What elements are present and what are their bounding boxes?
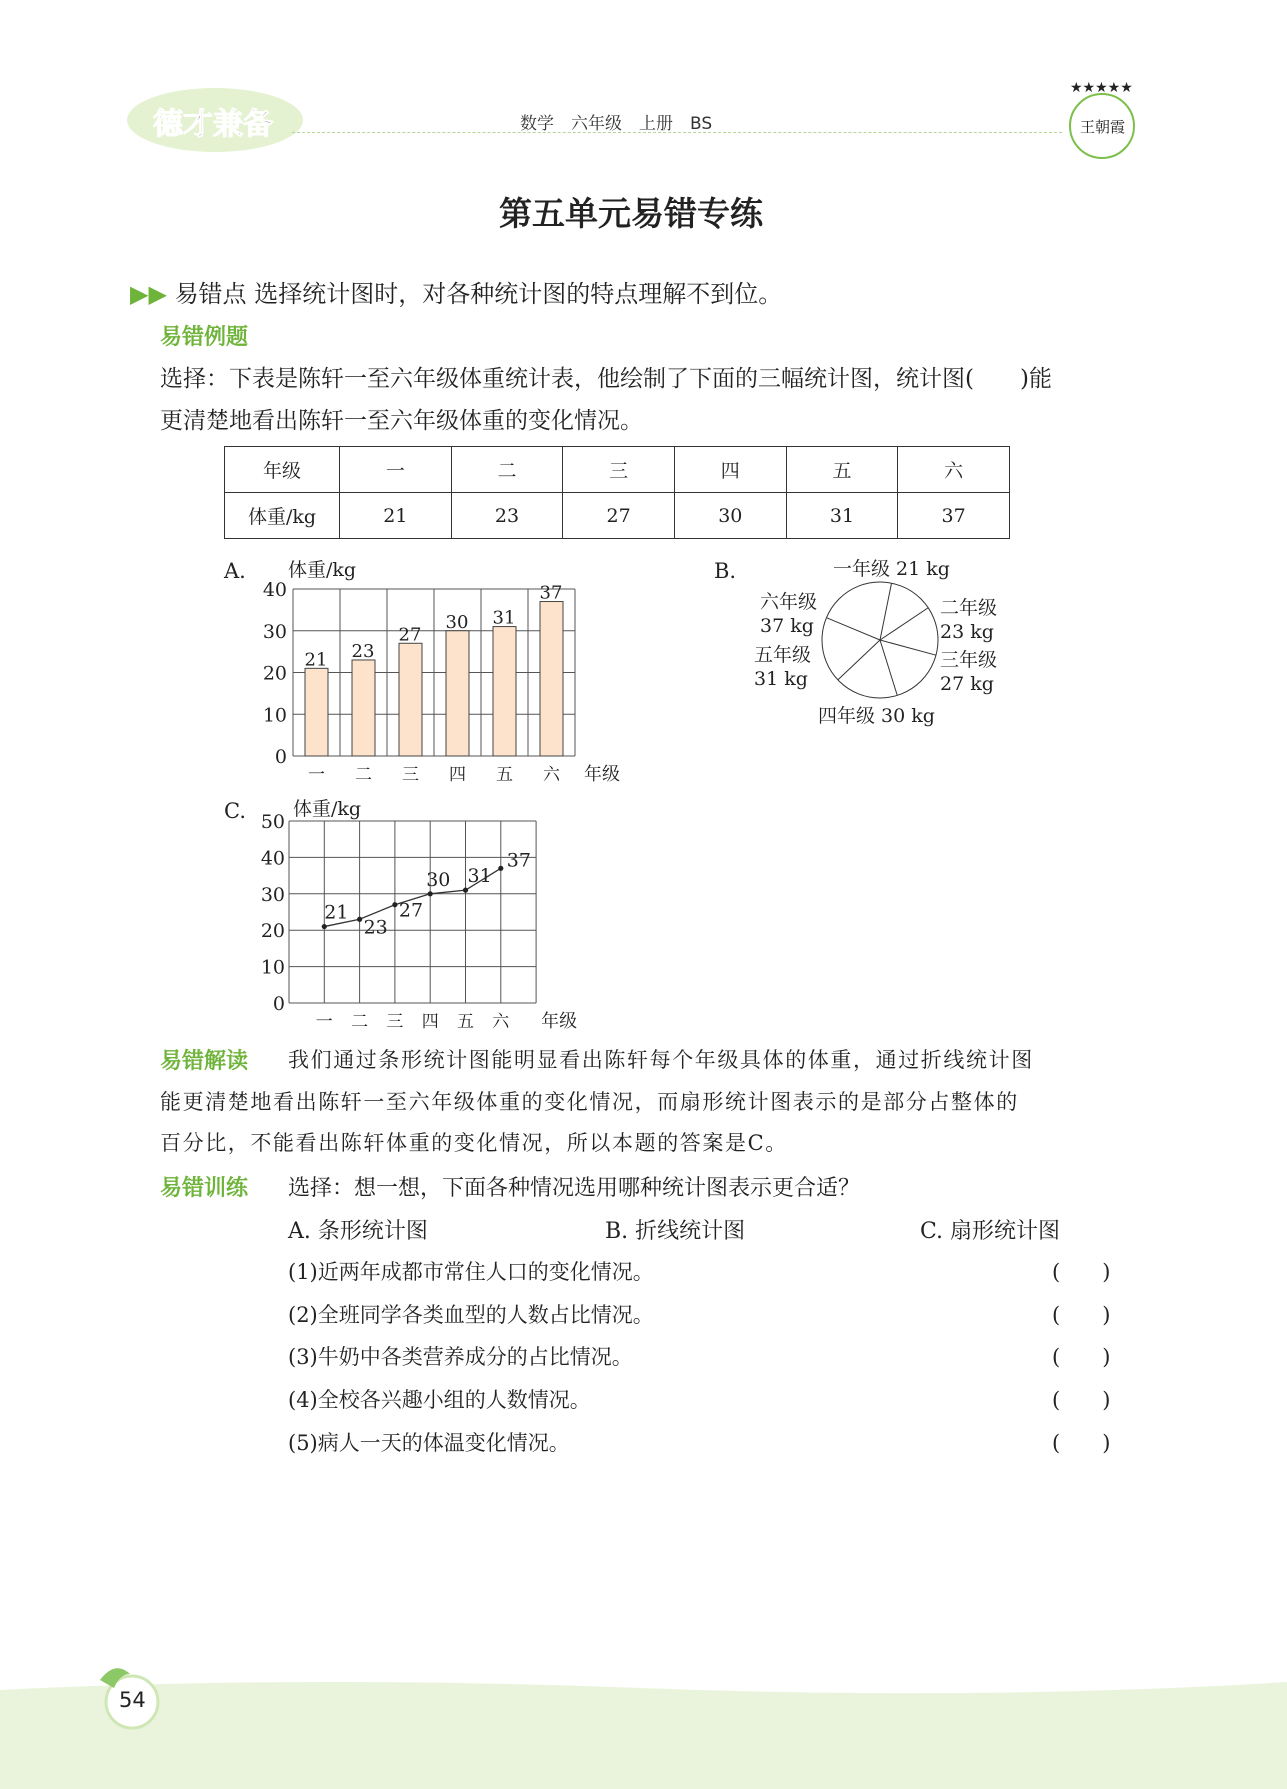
page-title: 第五单元易错专练 [499, 194, 763, 233]
x-tick-label: 六 [543, 765, 560, 785]
pie-label: 三年级 [940, 649, 998, 671]
x-tick-label: 三 [386, 1012, 404, 1032]
table-header: 年级 [225, 447, 340, 493]
bar [399, 643, 422, 756]
analysis-line-1: 我们通过条形统计图能明显看出陈轩每个年级具体的体重，通过折线统计图 [288, 1048, 1034, 1072]
pie-label: 23 kg [940, 621, 994, 643]
table-cell: 27 [563, 493, 675, 539]
error-point-text: 选择统计图时，对各种统计图的特点理解不到位。 [254, 280, 783, 308]
training-item: (5)病人一天的体温变化情况。 [288, 1430, 570, 1455]
bar-value-label: 37 [539, 582, 563, 604]
training-heading: 易错训练 [160, 1176, 249, 1201]
analysis-line-2: 能更清楚地看出陈轩一至六年级体重的变化情况，而扇形统计图表示的是部分占整体的 [160, 1090, 1019, 1114]
data-label: 31 [467, 865, 492, 888]
answer-blank[interactable]: ( ) [1052, 1430, 1111, 1455]
data-point [322, 924, 327, 929]
option-label: A. [224, 559, 246, 583]
page-number: 54 [119, 1688, 146, 1712]
x-tick-label: 一 [315, 1012, 333, 1032]
x-axis-label: 年级 [584, 764, 620, 785]
y-tick-label: 40 [262, 579, 287, 601]
answer-blank[interactable]: ( ) [1052, 1302, 1111, 1327]
table-cell: 一 [340, 447, 452, 493]
svg-text:德才兼备: 德才兼备 [153, 107, 273, 142]
data-point [428, 891, 433, 896]
y-tick-label: 30 [260, 883, 285, 906]
x-tick-label: 四 [421, 1012, 439, 1032]
double-chevron-icon: ▶▶ [130, 280, 167, 308]
bar [352, 660, 375, 756]
option-c: C. 扇形统计图 [920, 1219, 1061, 1244]
pie-label: 一年级 21 kg [833, 558, 950, 580]
data-point [392, 902, 397, 907]
pie-label: 五年级 [754, 644, 812, 666]
table-cell: 四 [674, 447, 786, 493]
training-prompt: 选择：想一想，下面各种情况选用哪种统计图表示更合适？ [288, 1176, 861, 1201]
table-cell: 30 [674, 493, 786, 539]
bar [540, 602, 563, 756]
data-label: 37 [506, 849, 531, 872]
example-line-2: 更清楚地看出陈轩一至六年级体重的变化情况。 [160, 408, 643, 434]
y-tick-label: 0 [274, 746, 287, 768]
data-point [357, 917, 362, 922]
table-cell: 31 [786, 493, 898, 539]
example-heading: 易错例题 [160, 325, 249, 350]
x-tick-label: 五 [457, 1012, 474, 1032]
table-cell: 三 [563, 447, 675, 493]
bar-value-label: 31 [492, 607, 516, 629]
footer-wave [0, 1670, 1287, 1789]
table-cell: 37 [898, 493, 1010, 539]
error-point-label: 易错点 [174, 280, 247, 308]
table-cell: 五 [786, 447, 898, 493]
table-cell: 二 [451, 447, 563, 493]
bar [446, 631, 469, 756]
bar-value-label: 23 [351, 640, 375, 662]
training-item: (4)全校各兴趣小组的人数情况。 [288, 1388, 591, 1413]
x-axis-label: 年级 [541, 1011, 578, 1032]
pie-label: 37 kg [760, 615, 814, 637]
y-tick-label: 20 [260, 920, 285, 943]
table-cell: 21 [340, 493, 452, 539]
data-label: 27 [398, 899, 424, 922]
table-header: 体重/kg [225, 493, 340, 539]
y-tick-label: 30 [262, 620, 287, 643]
pie-label: 27 kg [940, 673, 994, 695]
data-label: 30 [426, 868, 451, 891]
y-axis-label: 体重/kg [293, 798, 362, 820]
x-tick-label: 二 [355, 765, 372, 785]
x-tick-label: 五 [496, 765, 513, 785]
svg-text:★★★★★: ★★★★★ [1070, 80, 1133, 96]
data-point [498, 866, 503, 871]
x-tick-label: 六 [492, 1012, 510, 1032]
header-subject: 数学 六年级 上册 BS [520, 114, 713, 134]
option-b: B. 折线统计图 [605, 1219, 746, 1244]
analysis-line-3: 百分比，不能看出陈轩体重的变化情况，所以本题的答案是C。 [160, 1131, 788, 1155]
pie-label: 二年级 [940, 597, 998, 619]
answer-blank[interactable]: ( ) [1052, 1260, 1111, 1284]
answer-blank[interactable]: ( ) [1052, 1388, 1111, 1413]
answer-blank[interactable]: ( ) [1052, 1345, 1111, 1370]
data-label: 21 [324, 901, 349, 924]
x-tick-label: 三 [402, 765, 419, 785]
option-a: A. 条形统计图 [288, 1219, 428, 1244]
pie-label: 31 kg [754, 668, 808, 690]
bar [493, 627, 516, 756]
option-label: B. [714, 559, 737, 583]
pie-label: 四年级 30 kg [818, 705, 935, 727]
data-label: 23 [363, 916, 388, 939]
table-cell: 六 [898, 447, 1010, 493]
x-tick-label: 四 [449, 765, 466, 785]
training-item: (2)全班同学各类血型的人数占比情况。 [288, 1302, 654, 1327]
y-tick-label: 10 [260, 956, 285, 979]
bar [305, 668, 328, 756]
y-tick-label: 40 [260, 847, 285, 870]
y-tick-label: 0 [272, 993, 285, 1015]
svg-text:王朝霞: 王朝霞 [1080, 118, 1126, 136]
y-tick-label: 50 [260, 811, 285, 833]
training-item: (3)牛奶中各类营养成分的占比情况。 [288, 1345, 633, 1370]
x-tick-label: 一 [308, 765, 325, 785]
bar-value-label: 21 [304, 649, 328, 671]
y-axis-label: 体重/kg [288, 559, 357, 581]
x-tick-label: 二 [351, 1012, 369, 1032]
training-item: (1)近两年成都市常住人口的变化情况。 [288, 1260, 654, 1284]
pie-label: 六年级 [760, 591, 818, 613]
bar-value-label: 27 [398, 624, 422, 646]
analysis-heading: 易错解读 [160, 1049, 249, 1074]
y-tick-label: 10 [262, 704, 287, 727]
y-tick-label: 20 [262, 662, 287, 685]
data-point [463, 888, 468, 893]
bar-value-label: 30 [445, 611, 469, 633]
table-cell: 23 [451, 493, 563, 539]
option-label: C. [224, 799, 246, 823]
example-line-1: 选择：下表是陈轩一至六年级体重统计表，他绘制了下面的三幅统计图，统计图( )能 [160, 366, 1052, 392]
